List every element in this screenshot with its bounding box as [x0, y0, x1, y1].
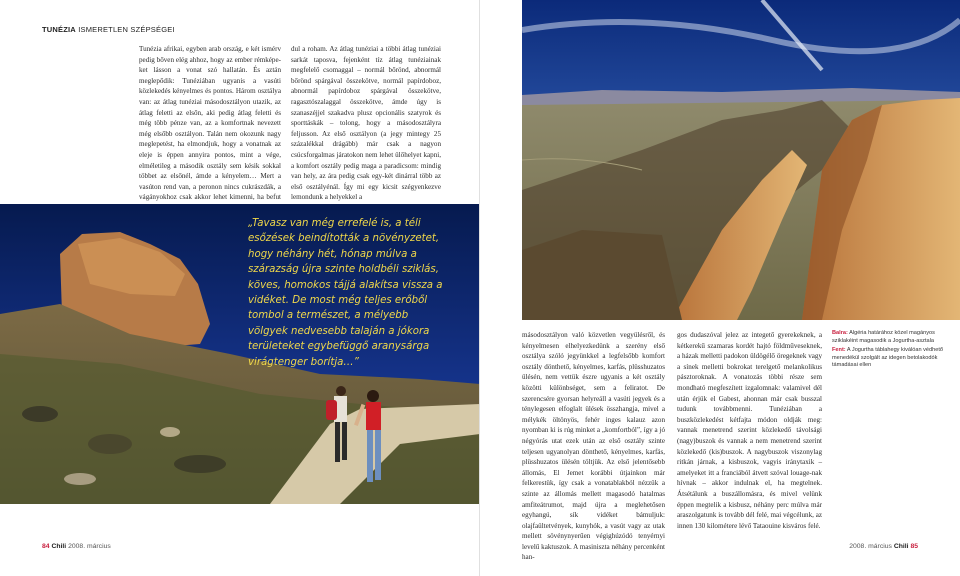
caption-label: Fent: [832, 347, 846, 354]
pull-quote: „Tavasz van még errefelé is, a téli esőzések beindították a növényzetet, hogy néhány hét, hónap múlva a szárazság újra szinte holdbéli sziklás, köves, homokos tájjá alakítsa vissza a vidéket. De most még teljes erőből tombol a természet, a mélyebb völgyek nedvesebb talaján a jókora területeket egybefüggő aranysárga virágtenger borítja…” [248, 218, 443, 368]
article-column-1 [139, 44, 281, 214]
canyon-photo [522, 0, 960, 320]
issue-date: 2008. március [849, 543, 892, 550]
article-column-3 [522, 330, 665, 563]
section-country: TUNÉZIA [42, 25, 76, 34]
magazine-name: Chili [893, 543, 909, 550]
section-header [42, 25, 175, 34]
magazine-name: Chili [51, 543, 67, 550]
section-title: ISMERETLEN SZÉPSÉGEI [78, 25, 175, 34]
caption-text: A Jogurtha táblahegy kiválóan védhető menedékül szolgált az idegen betolakodók támadásai ellen [832, 347, 944, 369]
folio-left [42, 543, 111, 550]
caption-label: Balra: [832, 330, 848, 336]
article-column-4 [677, 330, 822, 531]
article-text: dul a roham. Az átlag tunéziai a többi átlag tunéziai sarkát taposva, fejenként tíz átlag tunéziainak megfelelő csomaggal – normál bőrönd, abnormál bőrönd spárgával összekötve, normál papírdoboz, abnormál papírdoboz spárgával összekötve, ragasztószalaggal összekötve, ámde úgy is szanaszéjjel szakadva plusz opcionális szatyrok és sporttáskák – tolong, hogy a másodosztályra feljusson. Az első osztályon (a jegy mintegy 25 százalékkal drágább) már csak a nagyon csúcsforgalmas járatokon nem lehet ülőhelyet kapni, a komfort osztály pedig maga a paradicsom: mindig van hely, az ára pedig csak egy-két dinárral több az első osztályénál. Így mi egy kicsit szégyenkezve lemondunk a helyekkel a [291, 45, 441, 202]
article-text: Tunézia afrikai, egyben arab ország, e két ismérv pedig bőven elég ahhoz, hogy az ember rémképe-ket lásson a vonat szó hallatán. És aztán meglepődik: Tunéziában ugyanis a vasúti közlekedés kényelmes és pontos. Három osztálya van: az átlag tunéziai másodosztályon utazik, az átlag feletti az elsőn, aki pedig átlag feletti és még több pénze van, az a komfortnak nevezett még elsőbb osztályon. Talán nem okozunk nagy meglepetést, ha elmondjuk, hogy a vonatnak az eleje is éppen annyira pontos, mint a vége, elméletileg a második osztály sem késik sokkal többet az elsőnél, ámde a kényelem… Mert a vasúton rend van, a peronon nincs cukrászdák, a vágányokhoz csak akkor lehet kimenni, ha befut [139, 45, 281, 202]
folio-right [849, 543, 918, 550]
caption-text: Algéria határához közel magányos sziklakéint magasodik a Jogurtha-asztala [832, 330, 935, 344]
caption-top [832, 347, 950, 370]
article-text: gos dudaszóval jelez az integető gyerekeknek, a kétkerekű szamaras kordét hajtó földműveseknek, a házak melletti padokon üldögélő öregeknek vagy a sínek melletti bokrokat terelgető melankolikus pásztoroknak. A vonatozás többi része sem mondható megfeszített izgalomnak: valamivel dél után érjük el Gabest, ahonnan már csak busszal tudunk továbbmenni. Tunéziában a buszközlekedést kétfajta módon oldják meg: vannak menetrend szerint közlekedő távolsági (nagy)buszok és vannak a nem menetrend szerint közlekedő (kis)buszok. A nagybuszok viszonylag ritkán járnak, a kisbuszok, vagyis iránytaxik – amelyeket itt a franciából átvett szóval louage-nak hívnak – akkor indulnak el, ha megtelnek. Átsétálunk a buszállomásra, és mivel velünk éppen megtelik a kisbusz, néhány perc múlva már araszolgatunk is tovább dél felé, mai végcélunk, az innen 130 kilométere lévő Tataouine kisváros felé. [677, 331, 822, 530]
photo-captions [832, 330, 950, 372]
canyon-photo-art [522, 0, 960, 320]
page-number: 84 [42, 543, 50, 550]
article-column-2 [291, 44, 441, 203]
page-number: 85 [910, 543, 918, 550]
issue-date: 2008. március [68, 543, 111, 550]
caption-left [832, 330, 950, 345]
article-text: másodosztályon való közvetlen vegyülésről, és kényelmesen elhelyezkedünk a szerény első osztálya szóló jegyünkkel a legfelsőbb komfort osztály dönthető, kényelmes, karfás, plüsshuzatos ülésén, nem vettük észre ugyanis a két osztály közötti különbséget, sem a feliratot. De szerencsére gyorsan helyreáll a vasúti jegyek és a ténylegesen elfoglalt ülések összhangja, mivel a mélykék öltönyös, fehér inges kalauz azon nyomban ki is rúg minket a „komfortból”, így a jó négyórás utat ezek után az első osztály szinte teljesen ugyanolyan dönthető, kényelmes, karfás, plüsshuzatos ülésén töltjük. Az első jelentősebb állomás, El Jemet korábbi útjainkon már felkerestük, így csak a vonatablakból nézzük a szinte az állomás mellett magasodó hatalmas amfiteátrumot, majd újra a meglehetősen egyhangú, sík vidéket bámuljuk: olajfaültetvények, kunyhók, a vasút vagy az utak mellett sövénynyerűen végighúzódó tenyérnyi levelű kaktuszok. A masinisztа néhány percenként han- [522, 331, 665, 562]
